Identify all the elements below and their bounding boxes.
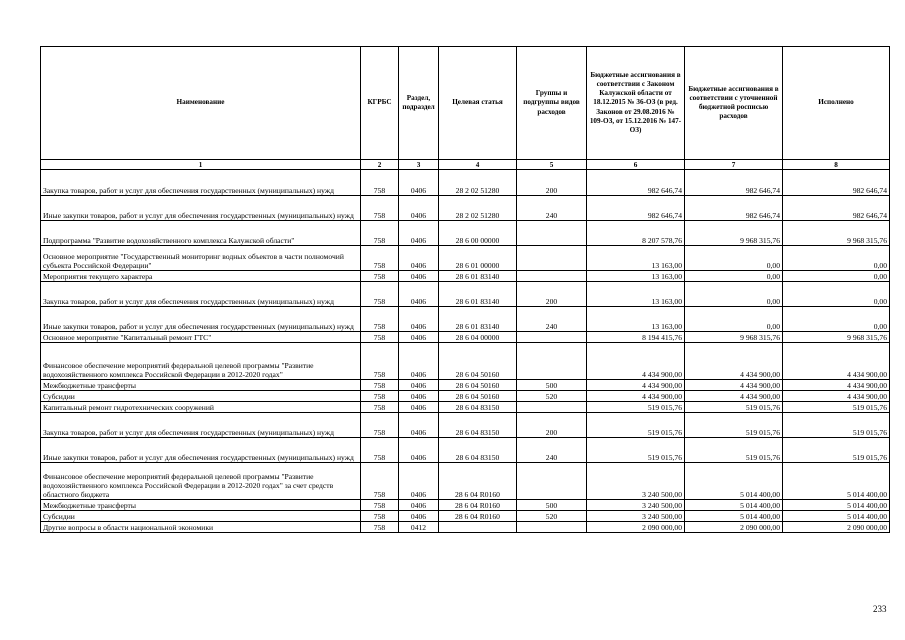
row-allocation-law-cell: 13 163,00 [587, 271, 685, 282]
page-number: 233 [873, 604, 887, 614]
table-row [41, 307, 890, 332]
row-group-cell: 500 [517, 380, 587, 391]
row-allocation-law-cell: 3 240 500,00 [587, 511, 685, 522]
row-name-cell: Подпрограмма "Развитие водохозяйственного комплекса Калужской области" [41, 221, 361, 246]
row-allocation-law-cell: 3 240 500,00 [587, 463, 685, 500]
row-kgrbs-cell: 758 [361, 522, 399, 533]
table-row [41, 500, 890, 511]
row-allocation-refined-cell: 0,00 [685, 271, 783, 282]
row-section-cell: 0406 [399, 170, 439, 196]
row-executed-cell: 0,00 [783, 271, 890, 282]
row-target-cell: 28 6 04 R0160 [439, 511, 517, 522]
column-number: 6 [587, 160, 685, 170]
row-group-cell: 200 [517, 170, 587, 196]
table-row [41, 246, 890, 271]
column-number: 2 [361, 160, 399, 170]
row-kgrbs-cell: 758 [361, 196, 399, 221]
row-allocation-refined-cell: 2 090 000,00 [685, 522, 783, 533]
row-executed-cell: 9 968 315,76 [783, 332, 890, 343]
header-section: Раздел, подраздел [399, 47, 439, 160]
row-section-cell: 0406 [399, 282, 439, 307]
row-kgrbs-cell: 758 [361, 271, 399, 282]
row-target-cell: 28 6 01 83140 [439, 271, 517, 282]
row-kgrbs-cell: 758 [361, 221, 399, 246]
row-target-cell: 28 6 01 83140 [439, 282, 517, 307]
row-section-cell: 0406 [399, 402, 439, 413]
row-allocation-law-cell: 13 163,00 [587, 246, 685, 271]
row-target-cell: 28 6 04 83150 [439, 402, 517, 413]
row-kgrbs-cell: 758 [361, 402, 399, 413]
row-allocation-refined-cell: 9 968 315,76 [685, 332, 783, 343]
column-number: 5 [517, 160, 587, 170]
row-allocation-law-cell: 13 163,00 [587, 282, 685, 307]
row-target-cell: 28 2 02 51280 [439, 170, 517, 196]
row-name-cell: Другие вопросы в области национальной экономики [41, 522, 361, 533]
row-section-cell: 0406 [399, 463, 439, 500]
row-executed-cell: 4 434 900,00 [783, 343, 890, 380]
row-group-cell [517, 343, 587, 380]
row-target-cell: 28 2 02 51280 [439, 196, 517, 221]
row-allocation-law-cell: 4 434 900,00 [587, 391, 685, 402]
row-allocation-law-cell: 982 646,74 [587, 170, 685, 196]
table-row [41, 511, 890, 522]
table-row [41, 343, 890, 380]
row-kgrbs-cell: 758 [361, 282, 399, 307]
row-target-cell: 28 6 04 R0160 [439, 463, 517, 500]
row-kgrbs-cell: 758 [361, 246, 399, 271]
table-row [41, 402, 890, 413]
row-allocation-refined-cell: 982 646,74 [685, 196, 783, 221]
row-allocation-law-cell: 982 646,74 [587, 196, 685, 221]
row-allocation-refined-cell: 5 014 400,00 [685, 500, 783, 511]
row-name-cell: Мероприятия текущего характера [41, 271, 361, 282]
row-group-cell: 200 [517, 413, 587, 438]
row-group-cell [517, 332, 587, 343]
row-section-cell: 0406 [399, 221, 439, 246]
row-group-cell: 240 [517, 438, 587, 463]
row-section-cell: 0406 [399, 196, 439, 221]
column-number: 4 [439, 160, 517, 170]
row-target-cell: 28 6 04 50160 [439, 343, 517, 380]
row-group-cell: 200 [517, 282, 587, 307]
row-name-cell: Субсидии [41, 391, 361, 402]
row-section-cell: 0406 [399, 413, 439, 438]
row-allocation-refined-cell: 0,00 [685, 246, 783, 271]
row-executed-cell: 5 014 400,00 [783, 500, 890, 511]
row-section-cell: 0406 [399, 391, 439, 402]
row-target-cell: 28 6 04 50160 [439, 380, 517, 391]
column-number: 1 [41, 160, 361, 170]
row-allocation-law-cell: 3 240 500,00 [587, 500, 685, 511]
column-number: 3 [399, 160, 439, 170]
table-body [41, 170, 890, 533]
row-name-cell: Финансовое обеспечение мероприятий федеральной целевой программы "Развитие водохозяйственного комплекса Российской Федерации в 2012-2020 годах" [41, 343, 361, 380]
table-row [41, 332, 890, 343]
row-kgrbs-cell: 758 [361, 413, 399, 438]
header-row [41, 47, 890, 160]
row-name-cell: Основное мероприятие "Государственный мониторинг водных объектов в части полномочий субъекта Российской Федерации" [41, 246, 361, 271]
row-group-cell: 500 [517, 500, 587, 511]
header-allocations-refined: Бюджетные ассигнования в соответствии с уточненной бюджетной росписью расходов [685, 47, 783, 160]
row-allocation-refined-cell: 982 646,74 [685, 170, 783, 196]
row-allocation-refined-cell: 519 015,76 [685, 402, 783, 413]
column-number-row [41, 160, 890, 170]
column-number: 7 [685, 160, 783, 170]
row-executed-cell: 0,00 [783, 307, 890, 332]
row-target-cell: 28 6 04 R0160 [439, 500, 517, 511]
row-kgrbs-cell: 758 [361, 343, 399, 380]
row-executed-cell: 519 015,76 [783, 413, 890, 438]
row-executed-cell: 519 015,76 [783, 438, 890, 463]
row-kgrbs-cell: 758 [361, 391, 399, 402]
row-kgrbs-cell: 758 [361, 500, 399, 511]
row-executed-cell: 982 646,74 [783, 170, 890, 196]
budget-table [40, 46, 890, 533]
row-target-cell [439, 522, 517, 533]
row-section-cell: 0406 [399, 307, 439, 332]
row-kgrbs-cell: 758 [361, 170, 399, 196]
row-kgrbs-cell: 758 [361, 463, 399, 500]
row-group-cell [517, 221, 587, 246]
row-group-cell [517, 246, 587, 271]
row-group-cell [517, 463, 587, 500]
row-allocation-law-cell: 4 434 900,00 [587, 343, 685, 380]
row-executed-cell: 5 014 400,00 [783, 511, 890, 522]
row-kgrbs-cell: 758 [361, 307, 399, 332]
header-executed: Исполнено [783, 47, 890, 160]
row-section-cell: 0406 [399, 500, 439, 511]
row-name-cell: Закупка товаров, работ и услуг для обеспечения государственных (муниципальных) нужд [41, 413, 361, 438]
row-group-cell: 240 [517, 196, 587, 221]
table-row [41, 438, 890, 463]
row-name-cell: Закупка товаров, работ и услуг для обеспечения государственных (муниципальных) нужд [41, 282, 361, 307]
header-target: Целевая статья [439, 47, 517, 160]
row-executed-cell: 0,00 [783, 246, 890, 271]
row-target-cell: 28 6 01 83140 [439, 307, 517, 332]
row-kgrbs-cell: 758 [361, 380, 399, 391]
header-allocations-law: Бюджетные ассигнования в соответствии с Законом Калужской области от 18.12.2015 № 36-ОЗ (в ред. Законов от 29.08.2016 № 109-ОЗ, от 15.12.2016 № 147-ОЗ) [587, 47, 685, 160]
row-name-cell: Иные закупки товаров, работ и услуг для обеспечения государственных (муниципальных) нужд [41, 196, 361, 221]
table-row [41, 380, 890, 391]
row-target-cell: 28 6 00 00000 [439, 221, 517, 246]
row-name-cell: Субсидии [41, 511, 361, 522]
row-allocation-refined-cell: 9 968 315,76 [685, 221, 783, 246]
row-kgrbs-cell: 758 [361, 438, 399, 463]
row-group-cell [517, 271, 587, 282]
row-group-cell: 520 [517, 391, 587, 402]
row-allocation-law-cell: 8 194 415,76 [587, 332, 685, 343]
table-row [41, 463, 890, 500]
row-section-cell: 0406 [399, 271, 439, 282]
row-allocation-refined-cell: 4 434 900,00 [685, 391, 783, 402]
row-allocation-law-cell: 13 163,00 [587, 307, 685, 332]
row-allocation-law-cell: 519 015,76 [587, 438, 685, 463]
row-section-cell: 0406 [399, 438, 439, 463]
row-target-cell: 28 6 01 00000 [439, 246, 517, 271]
row-kgrbs-cell: 758 [361, 332, 399, 343]
row-allocation-refined-cell: 0,00 [685, 307, 783, 332]
column-number: 8 [783, 160, 890, 170]
row-allocation-refined-cell: 519 015,76 [685, 438, 783, 463]
table-row [41, 282, 890, 307]
table-row [41, 413, 890, 438]
table-row [41, 522, 890, 533]
row-executed-cell: 4 434 900,00 [783, 391, 890, 402]
row-allocation-law-cell: 8 207 578,76 [587, 221, 685, 246]
row-name-cell: Капитальный ремонт гидротехнических сооружений [41, 402, 361, 413]
table-row [41, 221, 890, 246]
row-name-cell: Иные закупки товаров, работ и услуг для обеспечения государственных (муниципальных) нужд [41, 438, 361, 463]
row-group-cell [517, 522, 587, 533]
row-executed-cell: 519 015,76 [783, 402, 890, 413]
row-allocation-law-cell: 519 015,76 [587, 402, 685, 413]
table-row [41, 170, 890, 196]
row-section-cell: 0406 [399, 511, 439, 522]
row-allocation-law-cell: 2 090 000,00 [587, 522, 685, 533]
row-target-cell: 28 6 04 83150 [439, 438, 517, 463]
row-group-cell [517, 402, 587, 413]
row-section-cell: 0406 [399, 380, 439, 391]
header-kgrbs: КГРБС [361, 47, 399, 160]
row-name-cell: Основное мероприятие "Капитальный ремонт ГТС" [41, 332, 361, 343]
row-allocation-law-cell: 4 434 900,00 [587, 380, 685, 391]
row-allocation-refined-cell: 0,00 [685, 282, 783, 307]
row-executed-cell: 0,00 [783, 282, 890, 307]
row-allocation-refined-cell: 4 434 900,00 [685, 380, 783, 391]
table-row [41, 391, 890, 402]
row-section-cell: 0412 [399, 522, 439, 533]
row-section-cell: 0406 [399, 332, 439, 343]
row-allocation-refined-cell: 519 015,76 [685, 413, 783, 438]
row-name-cell: Финансовое обеспечение мероприятий федеральной целевой программы "Развитие водохозяйственного комплекса Российской Федерации в 2012-2020 годах" за счет средств областного бюджета [41, 463, 361, 500]
row-executed-cell: 9 968 315,76 [783, 221, 890, 246]
header-groups: Группы и подгруппы видов расходов [517, 47, 587, 160]
row-allocation-refined-cell: 5 014 400,00 [685, 511, 783, 522]
row-target-cell: 28 6 04 83150 [439, 413, 517, 438]
table-row [41, 271, 890, 282]
row-name-cell: Закупка товаров, работ и услуг для обеспечения государственных (муниципальных) нужд [41, 170, 361, 196]
row-name-cell: Межбюджетные трансферты [41, 500, 361, 511]
row-executed-cell: 4 434 900,00 [783, 380, 890, 391]
row-allocation-law-cell: 519 015,76 [587, 413, 685, 438]
row-executed-cell: 2 090 000,00 [783, 522, 890, 533]
row-allocation-refined-cell: 4 434 900,00 [685, 343, 783, 380]
table-row [41, 196, 890, 221]
row-target-cell: 28 6 04 50160 [439, 391, 517, 402]
row-group-cell: 240 [517, 307, 587, 332]
row-allocation-refined-cell: 5 014 400,00 [685, 463, 783, 500]
row-section-cell: 0406 [399, 343, 439, 380]
row-target-cell: 28 6 04 00000 [439, 332, 517, 343]
row-executed-cell: 5 014 400,00 [783, 463, 890, 500]
row-kgrbs-cell: 758 [361, 511, 399, 522]
row-executed-cell: 982 646,74 [783, 196, 890, 221]
row-group-cell: 520 [517, 511, 587, 522]
header-name: Наименование [41, 47, 361, 160]
row-name-cell: Межбюджетные трансферты [41, 380, 361, 391]
row-name-cell: Иные закупки товаров, работ и услуг для обеспечения государственных (муниципальных) нужд [41, 307, 361, 332]
row-section-cell: 0406 [399, 246, 439, 271]
